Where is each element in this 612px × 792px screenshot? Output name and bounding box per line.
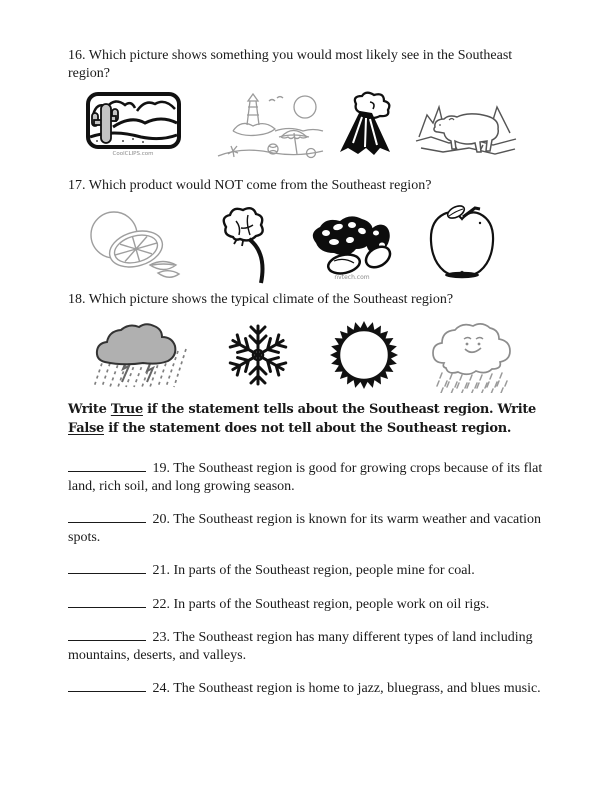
option-storm-cloud [88,317,193,389]
option-sun [330,321,398,389]
statement-22 [68,594,546,614]
false-word: False [68,420,104,436]
instructions-line-2 [68,420,546,439]
answer-blank-19 [68,458,146,472]
instructions-text: if the statement does not tell about the Southeast region. [103,420,512,436]
statement-number: 19. [152,461,170,476]
statement-number: 20. [152,512,170,527]
statement-number: 22. [152,596,170,612]
true-word: True [110,402,143,417]
statement-text: The Southeast region is known for its warm weather and vacation spots. [68,512,542,545]
question-18-text: 18. Which picture shows the typical climate of the Southeast region? [68,292,454,307]
statement-text: The Southeast region has many different types of land including mountains, deserts, and valleys. [68,630,533,663]
statement-number: 24. [152,681,170,696]
statement-23 [68,627,546,664]
answer-blank-23 [68,627,146,641]
worksheet-content [68,47,546,712]
nvtech-watermark: nvtech.com [334,274,370,281]
instructions-text: Write [68,402,111,417]
answer-blank-21 [68,560,146,574]
option-apple [420,203,505,283]
true-false-instructions [68,401,546,438]
statement-20 [68,509,546,546]
option-snowflake [222,319,294,391]
smiling-drizzle-cloud-icon [420,317,525,393]
statement-text: The Southeast region is home to jazz, bluegrass, and blues music. [173,681,541,696]
volcano-icon [332,91,396,161]
coolclips-watermark: CoolCLIPS.com [112,151,154,157]
polar-bear-icon [413,91,520,159]
option-desert-cactus [85,91,182,161]
statement-21 [68,560,546,580]
statement-text: In parts of the Southeast region, people work on oil rigs. [173,596,490,612]
answer-blank-22 [68,594,146,608]
statement-number: 23. [152,630,170,645]
rain-storm-cloud-icon [88,317,193,389]
statement-text: The Southeast region is good for growing crops because of its flat land, rich soil, and long growing season. [68,461,543,494]
statement-number: 21. [152,563,170,578]
answer-blank-20 [68,509,146,523]
instructions-text: if the statement tells about the Southeast region. Write [142,402,537,417]
option-peanuts [300,209,405,281]
apple-icon [420,203,505,283]
answer-blank-24 [68,678,146,692]
option-cotton [203,203,295,285]
question-17-options [68,203,546,283]
option-drizzle-cloud [420,317,525,393]
option-volcano [332,91,396,161]
peanuts-icon [300,209,405,281]
question-16-text: 16. Which picture shows something you would most likely see in the Southeast region? [68,48,513,81]
question-17-text: 17. Which product would NOT come from the Southeast region? [68,178,432,193]
question-16-options [68,91,546,161]
question-18-options [68,317,546,393]
option-beach-scene [213,91,325,159]
statement-text: In parts of the Southeast region, people mine for coal. [173,563,475,578]
snowflake-icon [222,319,294,391]
cotton-plant-icon [203,203,295,285]
instructions-line-1 [68,401,546,420]
beach-lighthouse-icon [213,91,325,159]
option-citrus [78,205,193,283]
statement-19 [68,458,546,495]
desert-cactus-icon [85,91,182,161]
option-polar-bear [413,91,520,159]
sun-icon [330,321,398,389]
statement-24 [68,678,546,698]
orange-citrus-icon [78,205,193,283]
